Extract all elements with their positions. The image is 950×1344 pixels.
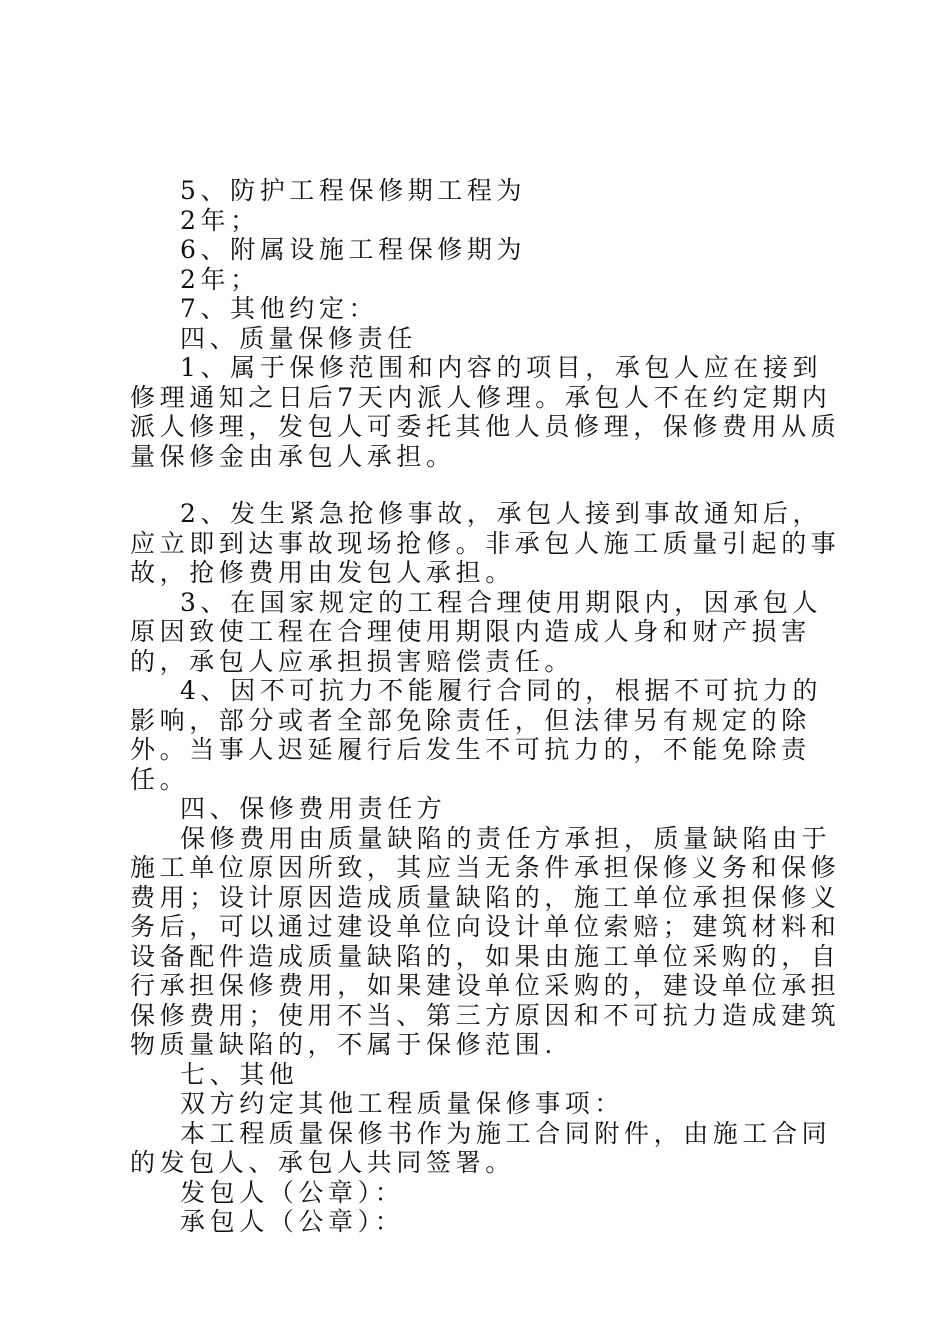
section-heading: 四、质量保修责任: [180, 323, 417, 353]
paragraph: 3、在国家规定的工程合理使用期限内，因承包人原因致使工程在合理使用期限内造成人身和财产损害的，承包人应承担损害赔偿责任。: [130, 587, 823, 676]
document-body: [130, 176, 850, 1237]
paragraph: 2年；: [180, 205, 260, 235]
paragraph: 双方约定其他工程质量保修事项：: [180, 1089, 625, 1118]
paragraph: 7、其他约定：: [180, 294, 379, 323]
signature-line-employer: 发包人（公章）：: [180, 1177, 405, 1207]
paragraph: 2、发生紧急抢修事故，承包人接到事故通知后，应立即到达事故现场抢修。非承包人施工质量引起的事故，抢修费用由发包人承担。: [130, 499, 841, 587]
section-heading: 七、其他: [180, 1059, 299, 1089]
paragraph: 2年；: [180, 264, 260, 294]
paragraph: 本工程质量保修书作为施工合同附件，由施工合同的发包人、承包人共同签署。: [130, 1118, 832, 1177]
paragraph: 保修费用由质量缺陷的责任方承担，质量缺陷由于施工单位原因所致，其应当无条件承担保修义务和保修费用；设计原因造成质量缺陷的，施工单位承担保修义务后，可以通过建设单位向设计单位索赔；建筑材料和设备配件造成质量缺陷的，如果由施工单位采购的，自行承担保修费用，如果建设单位采购的，建设单位承担保修费用；使用不当、第三方原因和不可抗力造成建筑物质量缺陷的，不属于保修范围.: [130, 823, 841, 1059]
blank-line: [130, 471, 850, 499]
paragraph: 5、防护工程保修期工程为: [180, 176, 527, 205]
paragraph: 1、属于保修范围和内容的项目，承包人应在接到修理通知之日后7天内派人修理。承包人不在约定期内派人修理，发包人可委托其他人员修理，保修费用从质量保修金由承包人承担。: [130, 353, 841, 471]
section-heading: 四、保修费用责任方: [180, 794, 447, 823]
paragraph: 6、附属设施工程保修期为: [180, 235, 527, 264]
signature-line-contractor: 承包人（公章）：: [180, 1207, 405, 1236]
paragraph: 4、因不可抗力不能履行合同的，根据不可抗力的影响，部分或者全部免除责任，但法律另有规定的除外。当事人迟延履行后发生不可抗力的，不能免除责任。: [130, 676, 823, 794]
